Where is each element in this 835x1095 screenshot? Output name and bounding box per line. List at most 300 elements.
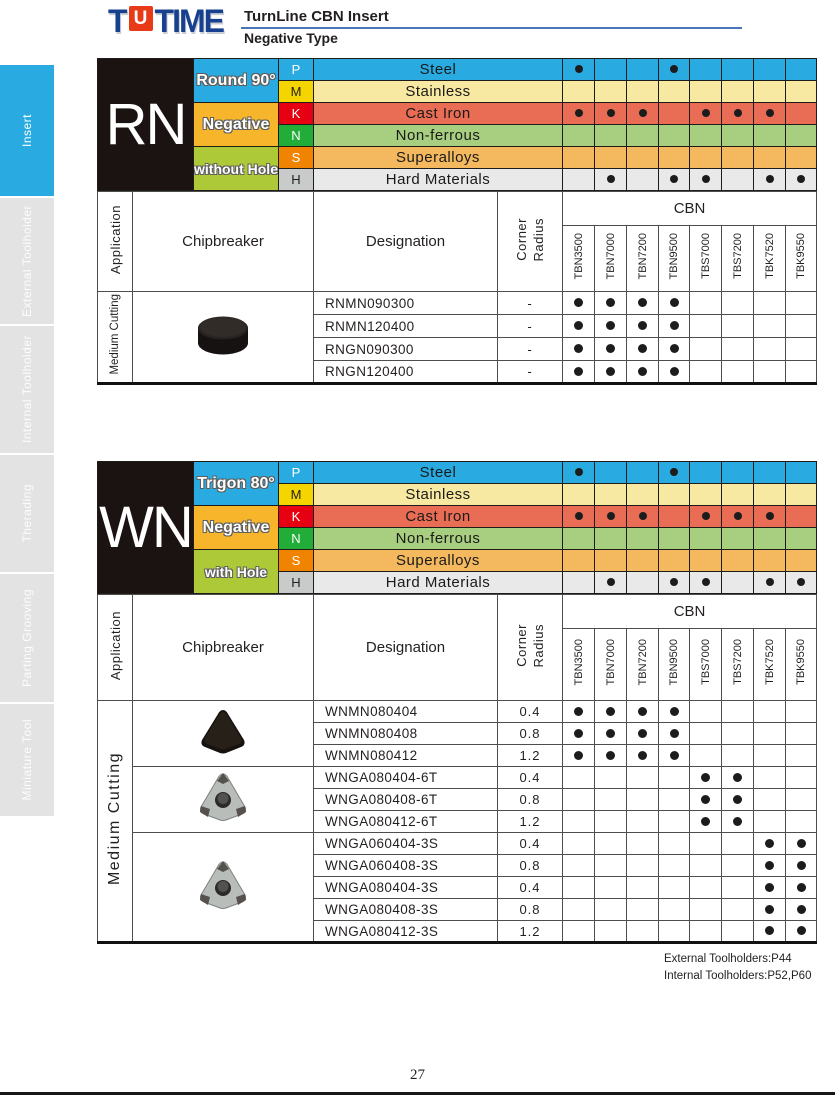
grade-dot-cell	[595, 767, 627, 789]
designation-cell: WNGA080412-6T	[314, 811, 498, 833]
grade-dot-cell	[563, 811, 595, 833]
grade-dot-cell	[690, 767, 722, 789]
grade-dot-cell	[659, 292, 690, 315]
grade-dot-cell	[627, 833, 659, 855]
table-row	[98, 833, 817, 855]
material-grade-cell	[563, 550, 595, 572]
material-name: Hard Materials	[314, 572, 563, 594]
designation-cell: WNGA060408-3S	[314, 855, 498, 877]
material-grade-cell	[786, 484, 817, 506]
grade-label: TBN7000	[604, 638, 617, 686]
grade-dot-cell	[563, 767, 595, 789]
dot-mark	[607, 512, 615, 520]
grade-dot-cell	[722, 701, 754, 723]
dot-mark	[701, 773, 710, 782]
material-grade-cell	[627, 103, 659, 125]
dot-mark	[734, 512, 742, 520]
dot-mark	[797, 905, 806, 914]
grade-dot-cell	[595, 701, 627, 723]
dot-mark	[670, 707, 679, 716]
dot-mark	[765, 883, 774, 892]
grade-dot-cell	[563, 855, 595, 877]
external-toolholders-note: External Toolholders:P44	[664, 953, 792, 965]
dot-mark	[606, 751, 615, 760]
page-number: 27	[410, 1067, 425, 1083]
dot-mark	[670, 578, 678, 586]
material-grade-cell	[722, 81, 754, 103]
material-grade-cell	[563, 484, 595, 506]
grade-dot-cell	[690, 745, 722, 767]
designation-cell: RNMN090300	[314, 292, 498, 315]
material-grade-cell	[786, 528, 817, 550]
dot-mark	[670, 298, 679, 307]
designation-cell: WNMN080408	[314, 723, 498, 745]
dot-mark	[670, 175, 678, 183]
grade-header	[563, 226, 595, 292]
grade-dot-cell	[690, 315, 722, 338]
grade-dot-cell	[690, 789, 722, 811]
corner-radius-cell: 0.8	[498, 789, 563, 811]
dot-mark	[575, 512, 583, 520]
dot-mark	[639, 512, 647, 520]
grade-label: TBN3500	[572, 638, 585, 686]
material-grade-cell	[595, 169, 627, 191]
grade-dot-cell	[595, 921, 627, 943]
material-grade-cell	[563, 81, 595, 103]
grade-header	[786, 226, 817, 292]
toolholder-references	[664, 951, 811, 984]
grade-dot-cell	[595, 361, 627, 384]
material-grade-cell	[754, 103, 786, 125]
grade-label: TBN9500	[668, 638, 680, 686]
application-header	[98, 192, 133, 292]
material-grade-cell	[786, 59, 817, 81]
dot-mark	[606, 707, 615, 716]
material-grade-cell	[595, 572, 627, 594]
material-code: M	[279, 484, 314, 506]
dot-mark	[797, 578, 805, 586]
grade-dot-cell	[659, 723, 690, 745]
material-code: N	[279, 125, 314, 147]
material-grade-cell	[563, 506, 595, 528]
corner-radius-cell: 0.4	[498, 767, 563, 789]
grade-header	[690, 629, 722, 701]
grade-dot-cell	[690, 855, 722, 877]
insert-shape: Round 90°	[194, 59, 279, 103]
grade-dot-cell	[563, 701, 595, 723]
corner-radius-header	[498, 192, 563, 292]
material-grade-cell	[690, 125, 722, 147]
insert-table-wn	[97, 461, 816, 944]
material-grade-cell	[595, 81, 627, 103]
material-grade-cell	[659, 572, 690, 594]
sidebar-item-label: Parting Grooving	[20, 588, 34, 688]
material-grade-cell	[595, 125, 627, 147]
dot-mark	[766, 578, 774, 586]
grade-dot-cell	[563, 789, 595, 811]
grade-dot-cell	[659, 811, 690, 833]
grade-dot-cell	[563, 315, 595, 338]
grade-dot-cell	[659, 789, 690, 811]
material-grade-cell	[722, 528, 754, 550]
application-cell	[98, 292, 133, 384]
column-header-row	[98, 192, 817, 226]
corner-radius-cell: -	[498, 292, 563, 315]
grade-dot-cell	[754, 855, 786, 877]
grade-dot-cell	[627, 877, 659, 899]
grade-dot-cell	[754, 877, 786, 899]
sidebar-item-parting-grooving[interactable]	[0, 574, 54, 702]
logo-text-prefix: T	[108, 3, 126, 39]
grade-dot-cell	[595, 315, 627, 338]
grade-dot-cell	[754, 899, 786, 921]
dot-mark	[797, 175, 805, 183]
grade-dot-cell	[690, 361, 722, 384]
material-code: H	[279, 572, 314, 594]
dot-mark	[670, 344, 679, 353]
sidebar-item-label: Internal Toolholder	[20, 335, 34, 444]
dot-mark	[670, 321, 679, 330]
grade-dot-cell	[659, 767, 690, 789]
chipbreaker-header: Chipbreaker	[133, 595, 314, 701]
dot-mark	[670, 65, 678, 73]
material-grade-cell	[690, 59, 722, 81]
grade-header	[786, 629, 817, 701]
corner-radius-cell: 1.2	[498, 811, 563, 833]
material-grade-cell	[786, 125, 817, 147]
material-grade-cell	[627, 462, 659, 484]
grade-dot-cell	[722, 723, 754, 745]
material-name: Non-ferrous	[314, 125, 563, 147]
grade-dot-cell	[690, 921, 722, 943]
corner-radius-cell: 1.2	[498, 921, 563, 943]
dot-mark	[797, 883, 806, 892]
grade-header	[627, 226, 659, 292]
grade-dot-cell	[690, 292, 722, 315]
material-grade-cell	[563, 59, 595, 81]
dot-mark	[702, 512, 710, 520]
grade-dot-cell	[722, 292, 754, 315]
grade-dot-cell	[690, 811, 722, 833]
material-code: P	[279, 59, 314, 81]
material-grade-cell	[754, 572, 786, 594]
grade-dot-cell	[627, 899, 659, 921]
material-grade-cell	[563, 169, 595, 191]
title-divider	[241, 27, 742, 29]
material-grade-cell	[786, 103, 817, 125]
grade-dot-cell	[722, 789, 754, 811]
material-row	[98, 550, 817, 572]
grade-dot-cell	[659, 855, 690, 877]
grade-dot-cell	[563, 899, 595, 921]
dot-mark	[574, 321, 583, 330]
material-grade-cell	[659, 550, 690, 572]
material-grade-cell	[690, 103, 722, 125]
grade-dot-cell	[659, 877, 690, 899]
grade-dot-cell	[722, 315, 754, 338]
grade-dot-cell	[786, 921, 817, 943]
material-grade-cell	[659, 103, 690, 125]
grade-dot-cell	[563, 921, 595, 943]
table-row	[98, 292, 817, 315]
dot-mark	[606, 298, 615, 307]
material-grade-cell	[722, 462, 754, 484]
corner-radius-cell: 0.4	[498, 833, 563, 855]
material-grade-cell	[722, 506, 754, 528]
designation-cell: WNMN080412	[314, 745, 498, 767]
grade-label: TBN7200	[636, 638, 649, 686]
material-name: Cast Iron	[314, 506, 563, 528]
application-header-label: Application	[107, 610, 123, 681]
insert-main-table	[97, 594, 817, 944]
material-grade-cell	[690, 462, 722, 484]
grade-label: TBN9500	[668, 232, 680, 280]
dot-mark	[574, 367, 583, 376]
grade-dot-cell	[659, 899, 690, 921]
grade-header	[722, 226, 754, 292]
material-grade-cell	[627, 528, 659, 550]
material-grade-cell	[690, 572, 722, 594]
designation-cell: WNGA080404-6T	[314, 767, 498, 789]
grade-dot-cell	[627, 361, 659, 384]
grade-dot-cell	[786, 789, 817, 811]
cbn-header: CBN	[563, 595, 817, 629]
grade-label: TBK7520	[763, 233, 776, 279]
dot-mark	[574, 729, 583, 738]
grade-dot-cell	[627, 723, 659, 745]
corner-radius-cell: 0.8	[498, 855, 563, 877]
grade-dot-cell	[627, 701, 659, 723]
dot-mark	[607, 109, 615, 117]
material-grade-cell	[659, 169, 690, 191]
material-grade-cell	[595, 484, 627, 506]
dot-mark	[639, 109, 647, 117]
grade-dot-cell	[786, 833, 817, 855]
grade-dot-cell	[690, 701, 722, 723]
grade-dot-cell	[690, 338, 722, 361]
dot-mark	[797, 861, 806, 870]
material-grade-cell	[595, 147, 627, 169]
material-name: Hard Materials	[314, 169, 563, 191]
dot-mark	[670, 751, 679, 760]
dot-mark	[606, 344, 615, 353]
dot-mark	[670, 367, 679, 376]
material-code: S	[279, 147, 314, 169]
grade-dot-cell	[786, 877, 817, 899]
dot-mark	[607, 578, 615, 586]
application-label: Medium Cutting	[106, 751, 123, 886]
material-grade-cell	[722, 103, 754, 125]
insert-code: RN	[98, 59, 194, 191]
sidebar-item-internal-toolholder[interactable]	[0, 326, 54, 453]
material-grade-cell	[627, 147, 659, 169]
material-grade-cell	[786, 169, 817, 191]
corner-radius-header-line1: Corner	[514, 624, 529, 668]
corner-radius-cell: -	[498, 315, 563, 338]
column-header-row	[98, 595, 817, 629]
dot-mark	[638, 751, 647, 760]
grade-label: TBN3500	[572, 232, 585, 280]
grade-dot-cell	[595, 723, 627, 745]
material-name: Cast Iron	[314, 103, 563, 125]
material-grade-cell	[754, 550, 786, 572]
material-code: M	[279, 81, 314, 103]
material-grade-cell	[595, 550, 627, 572]
material-grade-cell	[690, 528, 722, 550]
grade-dot-cell	[754, 789, 786, 811]
grade-dot-cell	[627, 292, 659, 315]
grade-header	[595, 226, 627, 292]
grade-header	[722, 629, 754, 701]
dot-mark	[702, 109, 710, 117]
table-row	[98, 701, 817, 723]
dot-mark	[766, 175, 774, 183]
material-grade-cell	[627, 81, 659, 103]
material-code: K	[279, 103, 314, 125]
grade-dot-cell	[563, 361, 595, 384]
grade-dot-cell	[722, 899, 754, 921]
logo-text-suffix: TIME	[154, 3, 223, 39]
material-row	[98, 59, 817, 81]
sidebar-item-label: Miniature Tool	[20, 719, 34, 801]
sidebar-item-miniature-tool[interactable]	[0, 704, 54, 816]
material-grade-cell	[722, 169, 754, 191]
insert-code: WN	[98, 462, 194, 594]
internal-toolholders-note: Internal Toolholders:P52,P60	[664, 969, 812, 982]
material-grade-cell	[627, 550, 659, 572]
grade-dot-cell	[627, 338, 659, 361]
application-label: Medium Cutting	[109, 294, 121, 375]
chipbreaker-cell	[133, 833, 314, 943]
dot-mark	[797, 926, 806, 935]
grade-dot-cell	[627, 921, 659, 943]
grade-dot-cell	[659, 361, 690, 384]
material-grade-cell	[754, 484, 786, 506]
dot-mark	[702, 175, 710, 183]
material-grade-cell	[595, 462, 627, 484]
grade-dot-cell	[659, 745, 690, 767]
sidebar	[0, 65, 54, 816]
page-title: TurnLine CBN Insert	[244, 8, 389, 25]
material-code: H	[279, 169, 314, 191]
designation-cell: WNGA080404-3S	[314, 877, 498, 899]
dot-mark	[575, 109, 583, 117]
material-grade-cell	[786, 462, 817, 484]
designation-cell: WNGA060404-3S	[314, 833, 498, 855]
material-name: Superalloys	[314, 147, 563, 169]
application-header-label: Application	[107, 204, 123, 275]
corner-radius-header-line1: Corner	[514, 218, 529, 262]
dot-mark	[670, 468, 678, 476]
material-row	[98, 462, 817, 484]
material-grade-cell	[690, 81, 722, 103]
grade-header	[627, 629, 659, 701]
material-code: N	[279, 528, 314, 550]
designation-cell: RNGN120400	[314, 361, 498, 384]
material-grade-cell	[722, 125, 754, 147]
grade-dot-cell	[786, 899, 817, 921]
dot-mark	[574, 707, 583, 716]
sidebar-item-label: External Toolholder	[20, 204, 34, 317]
grade-dot-cell	[595, 899, 627, 921]
material-name: Steel	[314, 59, 563, 81]
grade-dot-cell	[754, 811, 786, 833]
material-grade-cell	[627, 484, 659, 506]
material-grade-cell	[627, 59, 659, 81]
corner-radius-cell: -	[498, 361, 563, 384]
material-grade-cell	[722, 550, 754, 572]
designation-cell: WNMN080404	[314, 701, 498, 723]
cbn-header: CBN	[563, 192, 817, 226]
grade-dot-cell	[659, 701, 690, 723]
chipbreaker-cell	[133, 292, 314, 384]
grade-dot-cell	[595, 811, 627, 833]
material-name: Superalloys	[314, 550, 563, 572]
material-grade-cell	[659, 81, 690, 103]
dot-mark	[606, 367, 615, 376]
material-grade-cell	[627, 506, 659, 528]
grade-dot-cell	[659, 315, 690, 338]
dot-mark	[765, 839, 774, 848]
round-insert-black-icon	[195, 313, 251, 357]
dot-mark	[734, 109, 742, 117]
application-cell	[98, 701, 133, 943]
chipbreaker-cell	[133, 701, 314, 767]
designation-header: Designation	[314, 192, 498, 292]
sidebar-item-insert[interactable]	[0, 65, 54, 196]
sidebar-item-external-toolholder[interactable]	[0, 198, 54, 324]
grade-dot-cell	[754, 361, 786, 384]
insert-shape: Trigon 80°	[194, 462, 279, 506]
grade-dot-cell	[690, 833, 722, 855]
grade-dot-cell	[786, 292, 817, 315]
grade-label: TBK7520	[763, 639, 776, 685]
material-grade-cell	[595, 59, 627, 81]
grade-dot-cell	[563, 877, 595, 899]
grade-dot-cell	[627, 315, 659, 338]
dot-mark	[606, 729, 615, 738]
corner-radius-cell: 1.2	[498, 745, 563, 767]
grade-dot-cell	[786, 767, 817, 789]
corner-radius-header	[498, 595, 563, 701]
grade-header	[595, 629, 627, 701]
material-grade-cell	[754, 81, 786, 103]
grade-header	[659, 226, 690, 292]
grade-header	[690, 226, 722, 292]
grade-dot-cell	[722, 921, 754, 943]
dot-mark	[765, 861, 774, 870]
material-grade-cell	[563, 528, 595, 550]
grade-dot-cell	[722, 745, 754, 767]
dot-mark	[638, 367, 647, 376]
corner-radius-header-line2: Radius	[531, 217, 546, 262]
material-name: Non-ferrous	[314, 528, 563, 550]
grade-dot-cell	[786, 315, 817, 338]
sidebar-item-therading[interactable]	[0, 455, 54, 572]
grade-dot-cell	[563, 338, 595, 361]
material-code: P	[279, 462, 314, 484]
dot-mark	[733, 773, 742, 782]
grade-header	[754, 226, 786, 292]
grade-dot-cell	[754, 921, 786, 943]
material-grade-cell	[595, 528, 627, 550]
grade-dot-cell	[595, 789, 627, 811]
grade-dot-cell	[754, 315, 786, 338]
grade-dot-cell	[563, 292, 595, 315]
material-grade-cell	[786, 572, 817, 594]
grade-dot-cell	[595, 292, 627, 315]
application-header	[98, 595, 133, 701]
